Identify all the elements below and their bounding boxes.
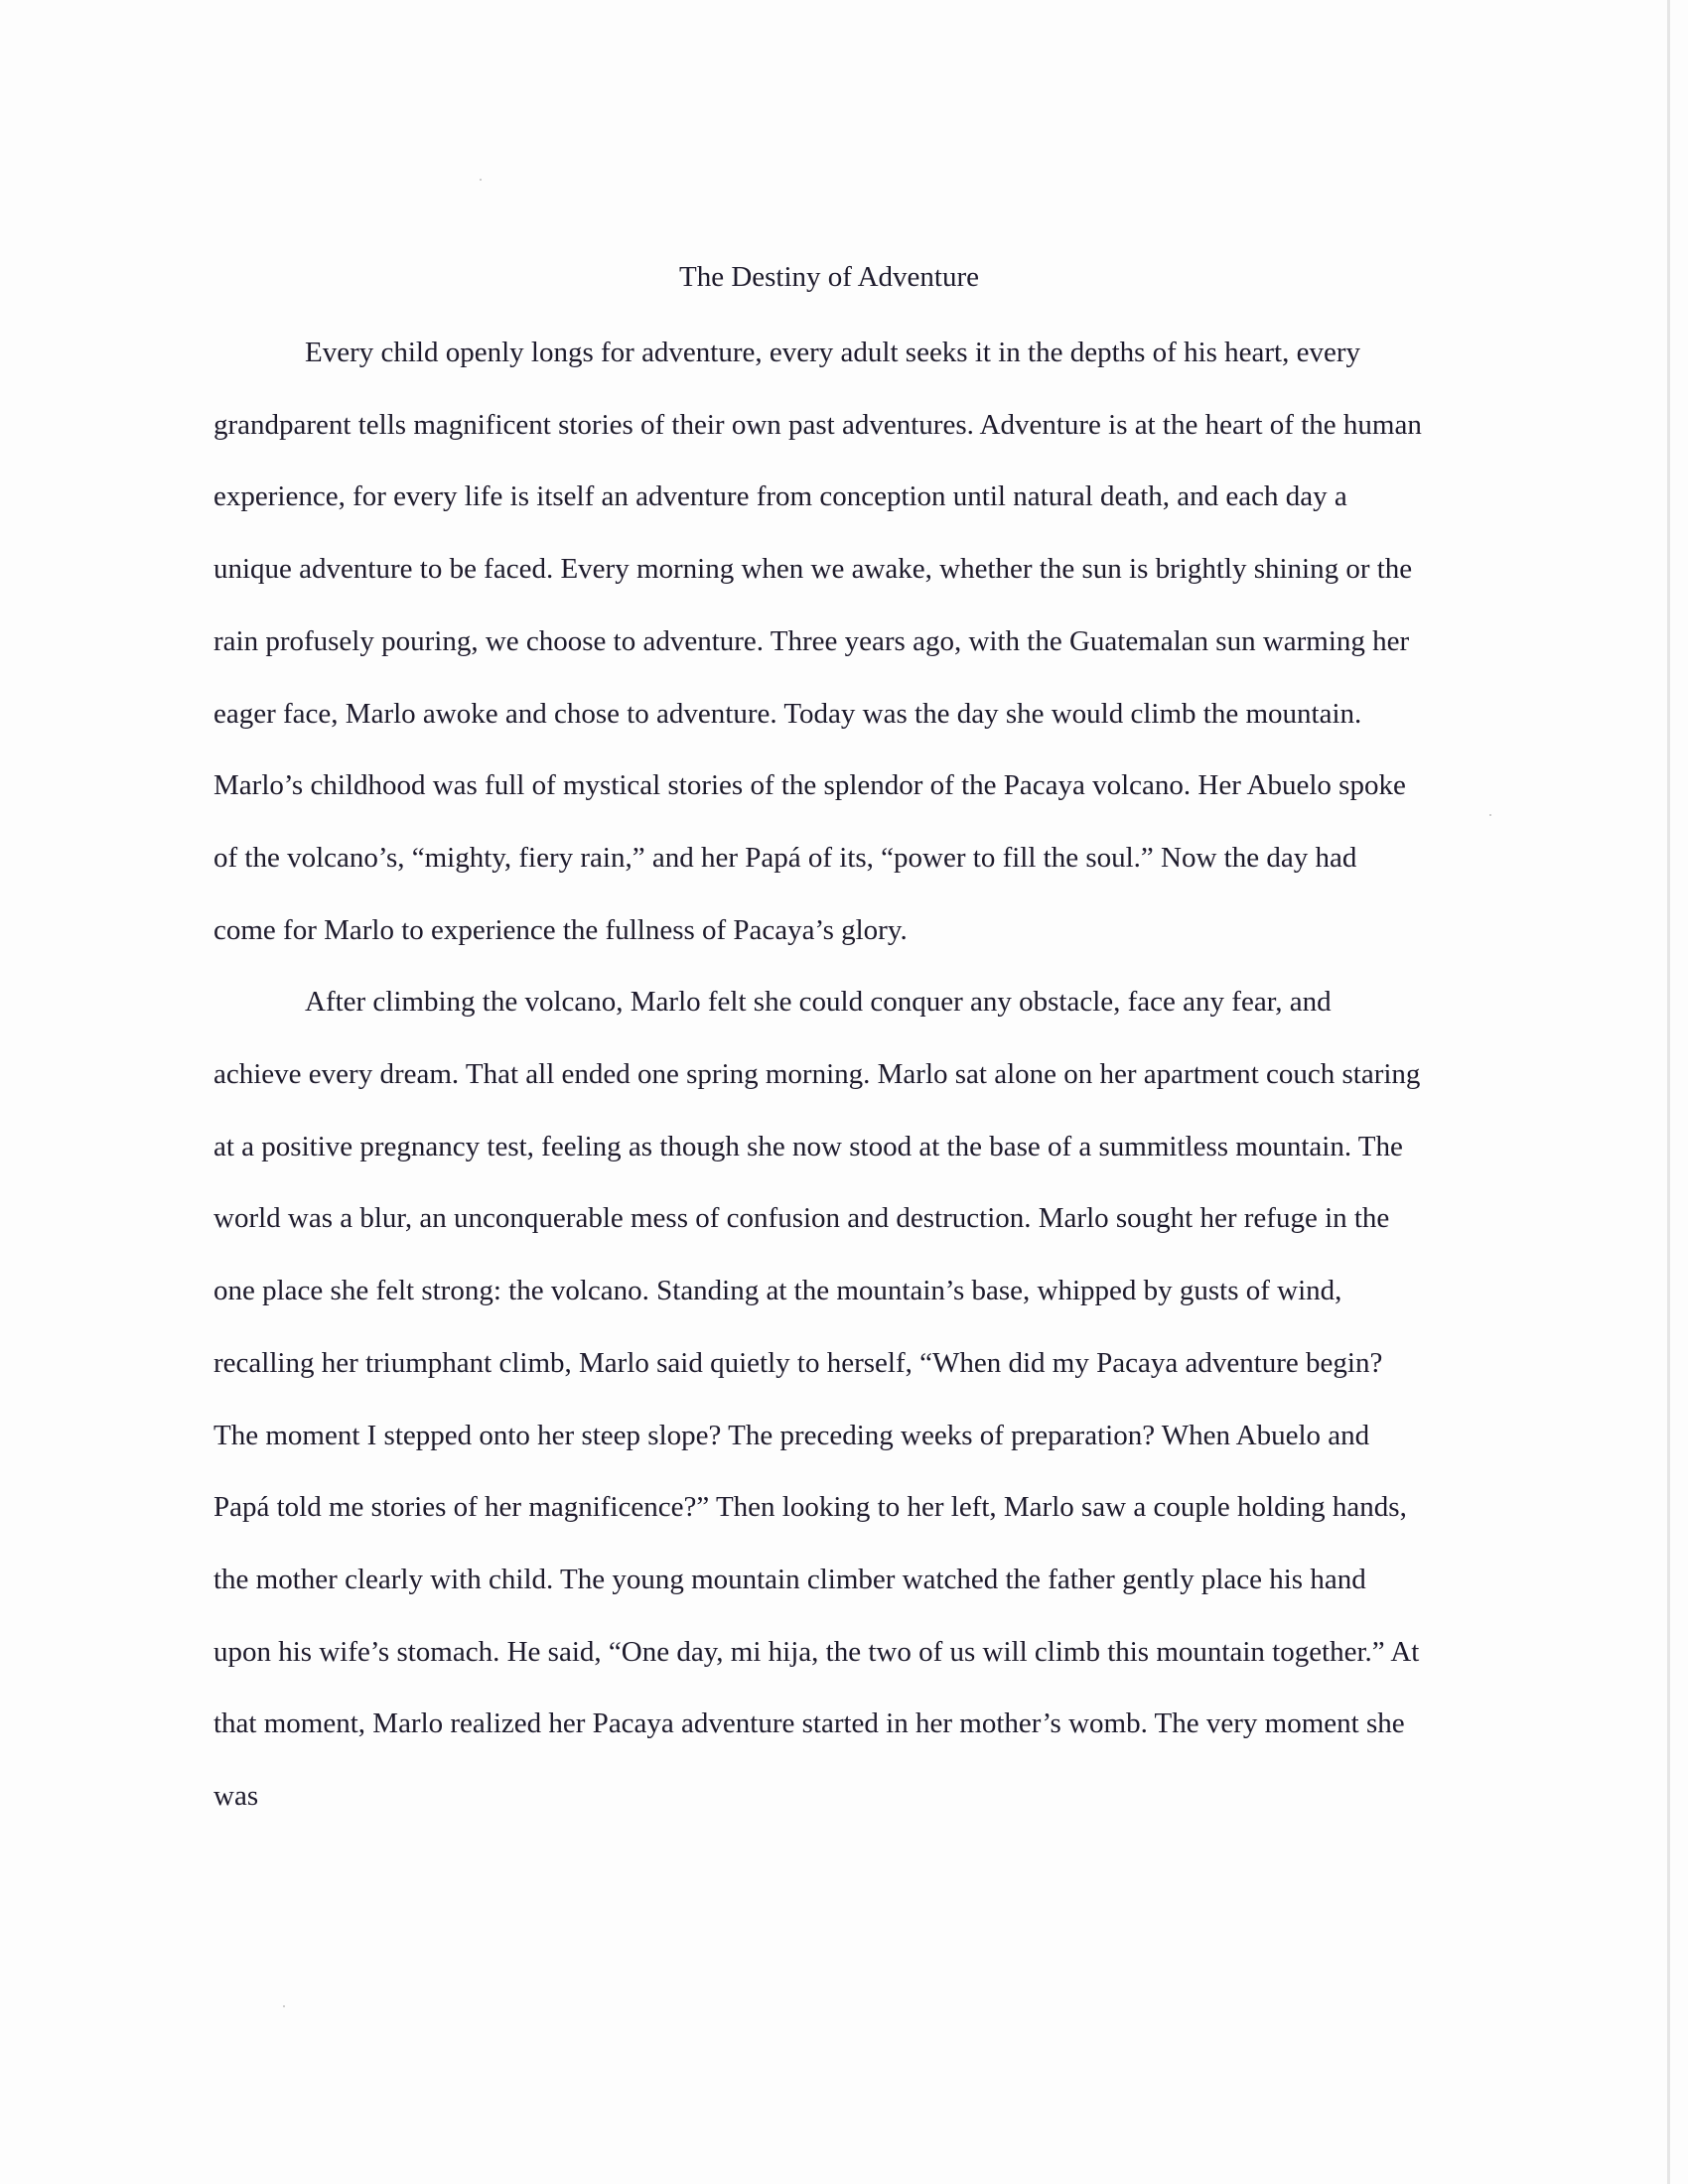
scan-speck xyxy=(283,2005,285,2007)
scan-speck xyxy=(480,179,482,181)
essay-title: The Destiny of Adventure xyxy=(678,261,979,293)
paragraph-1: Every child openly longs for adventure, every adult seeks it in the depths of his heart, every grandparent tells magnificent stories of their own past adventures. Adventure is at the heart of the human experience, for every life is itself an adventure from conception until natural death, and each day a unique adventure to be faced. Every morning when we awake, whether the sun is brightly shining or the rain profusely pouring, we choose to adventure. Three years ago, with the Guatemalan sun warming her eager face, Marlo awoke and chose to adventure. Today was the day she would climb the mountain. Marlo’s childhood was full of mystical stories of the splendor of the Pacaya volcano. Her Abuelo spoke of the volcano’s, “mighty, fiery rain,” and her Papá of its, “power to fill the soul.” Now the day had come for Marlo to experience the fullness of Pacaya’s glory. xyxy=(213,337,1422,946)
scan-edge-line xyxy=(1667,0,1670,2184)
paragraph-2: After climbing the volcano, Marlo felt she could conquer any obstacle, face any fear, and achieve every dream. That all ended one spring morning. Marlo sat alone on her apartment couch staring at a positive pregnancy test, feeling as though she now stood at the base of a summitless mountain. The world was a blur, an unconquerable mess of confusion and destruction. Marlo sought her refuge in the one place she felt strong: the volcano. Standing at the mountain’s base, whipped by gusts of wind, recalling her triumphant climb, Marlo said quietly to herself, “When did my Pacaya adventure begin? The moment I stepped onto her steep slope? The preceding weeks of preparation? When Abuelo and Papá told me stories of her magnificence?” Then looking to her left, Marlo saw a couple holding hands, the mother clearly with child. The young mountain climber watched the father gently place his hand upon his wife’s stomach. He said, “One day, mi hija, the two of us will climb this mountain together.” At that moment, Marlo realized her Pacaya adventure started in her mother’s womb. The very moment she was xyxy=(213,986,1421,1813)
document-body xyxy=(213,253,1425,1833)
scan-speck xyxy=(1489,814,1491,816)
